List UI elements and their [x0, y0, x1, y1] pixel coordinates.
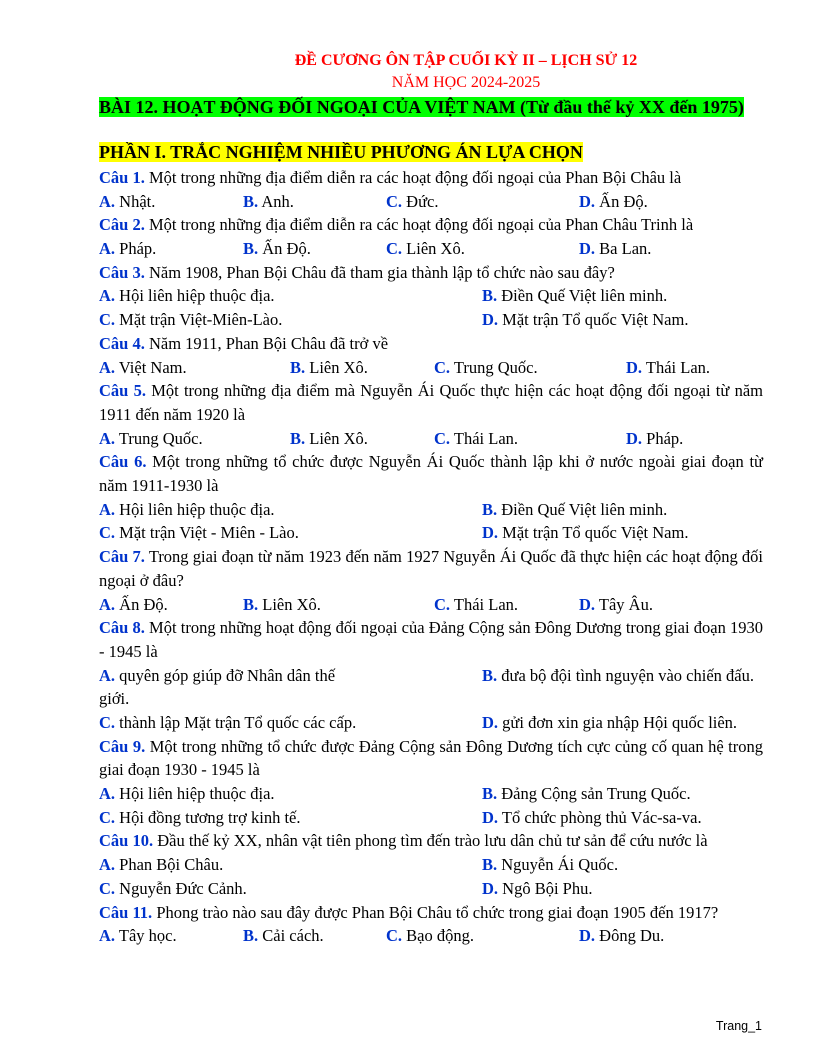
options-row — [99, 711, 763, 735]
option-a: A. Hội liên hiệp thuộc địa. — [99, 499, 275, 519]
option-c: C. Nguyễn Đức Cảnh. — [99, 878, 247, 898]
option-c: C. Bạo động. — [386, 926, 475, 946]
option-a: A. Hội liên hiệp thuộc địa. — [99, 286, 275, 306]
page-number: Trang_1 — [715, 1019, 762, 1033]
question-label: Câu 4. — [99, 333, 145, 353]
option-d: D. Ấn Độ. — [579, 191, 648, 211]
part-title-text: PHẦN I. TRẮC NGHIỆM NHIỀU PHƯƠNG ÁN LỰA CHỌN — [99, 142, 583, 162]
question-label: Câu 11. — [99, 902, 153, 922]
options-row — [99, 427, 763, 451]
document-title: ĐỀ CƯƠNG ÔN TẬP CUỐI KỲ II – LỊCH SỬ 12 — [294, 52, 638, 69]
question-label: Câu 7. — [99, 547, 145, 567]
options-row — [99, 853, 763, 877]
options-row — [99, 190, 763, 214]
option-b: B. Liên Xô. — [243, 594, 321, 614]
option-d: D. gửi đơn xin gia nhập Hội quốc liên. — [482, 713, 738, 733]
document-page — [99, 50, 763, 948]
question-text: Đầu thế kỷ XX, nhân vật tiên phong tìm đến trào lưu dân chủ tư sản để cứu nước là — [153, 831, 708, 851]
option-c: C. Đức. — [386, 191, 439, 211]
question-label: Câu 5. — [99, 381, 146, 401]
option-d: D. Tổ chức phòng thủ Vác-sa-va. — [482, 807, 702, 827]
option-c: C. Thái Lan. — [434, 428, 519, 448]
option-a: A. Ấn Độ. — [99, 594, 168, 614]
school-year: NĂM HỌC 2024-2025 — [391, 74, 541, 91]
question-8 — [99, 616, 763, 663]
question-1 — [99, 166, 763, 190]
question-label: Câu 3. — [99, 262, 145, 282]
option-c: C. Hội đồng tương trợ kinh tế. — [99, 807, 301, 827]
option-d: D. Tây Âu. — [579, 594, 653, 614]
option-a: A. Hội liên hiệp thuộc địa. — [99, 784, 275, 804]
question-9 — [99, 735, 763, 782]
question-4 — [99, 332, 763, 356]
option-c: C. Trung Quốc. — [434, 357, 538, 377]
option-a: A. Trung Quốc. — [99, 428, 203, 448]
question-label: Câu 2. — [99, 215, 145, 235]
option-c: C. Liên Xô. — [386, 239, 465, 259]
question-label: Câu 9. — [99, 736, 146, 756]
option-b: B. đưa bộ đội tình nguyện vào chiến đấu. — [482, 665, 754, 685]
option-b: B. Đảng Cộng sản Trung Quốc. — [482, 784, 691, 804]
option-b: B. Điền Quế Việt liên minh. — [482, 499, 668, 519]
options-row — [99, 284, 763, 308]
options-row — [99, 593, 763, 617]
options-row — [99, 356, 763, 380]
options-row — [99, 498, 763, 522]
question-text: Trong giai đoạn từ năm 1923 đến năm 1927 Nguyễn Ái Quốc đã thực hiện các hoạt động đối ngoại ở đâu? — [99, 547, 764, 590]
option-a: A. Việt Nam. — [99, 357, 187, 377]
part-title — [99, 140, 763, 164]
question-text: Năm 1908, Phan Bội Châu đã tham gia thành lập tổ chức nào sau đây? — [144, 262, 615, 282]
option-c: C. Mặt trận Việt - Miên - Lào. — [99, 523, 299, 543]
options-row — [99, 782, 763, 806]
option-b: B. Anh. — [243, 191, 294, 211]
question-label: Câu 8. — [99, 618, 145, 638]
lesson-title-text: BÀI 12. HOẠT ĐỘNG ĐỐI NGOẠI CỦA VIỆT NAM (Từ đầu thế kỷ XX đến 1975) — [99, 97, 744, 117]
option-b: B. Cải cách. — [243, 926, 324, 946]
option-b: B. Ấn Độ. — [243, 239, 311, 259]
option-d: D. Thái Lan. — [626, 357, 711, 377]
question-text: Phong trào nào sau đây được Phan Bội Châu tổ chức trong giai đoạn 1905 đến 1917? — [152, 902, 719, 922]
question-7 — [99, 545, 763, 592]
question-text: Một trong những địa điểm diễn ra các hoạt động đối ngoại của Phan Châu Trinh là — [144, 215, 694, 235]
option-c: C. thành lập Mặt trận Tổ quốc các cấp. — [99, 713, 357, 733]
option-a: A. Nhật. — [99, 191, 156, 211]
question-2 — [99, 213, 763, 237]
option-b: B. Nguyễn Ái Quốc. — [482, 855, 619, 875]
question-label: Câu 1. — [99, 168, 145, 187]
question-text: Một trong những hoạt động đối ngoại của Đảng Cộng sản Đông Dương trong giai đoạn 1930 - 1945 là — [99, 618, 763, 661]
question-text: Một trong những tổ chức được Nguyễn Ái Quốc thành lập khi ở nước ngoài giai đoạn từ năm 1911-1930 là — [99, 452, 764, 496]
options-row — [99, 664, 763, 711]
option-a: A. Tây học. — [99, 926, 177, 946]
question-11 — [99, 901, 763, 925]
option-b: B. Liên Xô. — [290, 357, 368, 377]
question-label: Câu 6. — [99, 452, 147, 472]
option-d: D. Ngô Bội Phu. — [482, 878, 593, 898]
option-a: A. quyên góp giúp đỡ Nhân dân thế giới. — [99, 665, 336, 709]
options-row — [99, 521, 763, 545]
option-d: D. Mặt trận Tổ quốc Việt Nam. — [482, 523, 689, 543]
question-6 — [99, 450, 763, 497]
question-text: Một trong những địa điểm diễn ra các hoạt động đối ngoại của Phan Bội Châu là — [144, 168, 682, 187]
option-a: A. Phan Bội Châu. — [99, 855, 224, 875]
question-text: Một trong những địa điểm mà Nguyễn Ái Quốc thực hiện các hoạt động đối ngoại từ năm 1911 đến năm 1920 là — [99, 381, 763, 424]
question-10 — [99, 829, 763, 853]
question-label: Câu 10. — [99, 831, 154, 851]
option-d: D. Mặt trận Tổ quốc Việt Nam. — [482, 310, 689, 330]
option-d: D. Ba Lan. — [579, 239, 652, 259]
question-text: Năm 1911, Phan Bội Châu đã trở về — [144, 333, 389, 353]
question-3 — [99, 261, 763, 285]
options-row — [99, 237, 763, 261]
options-row — [99, 924, 763, 948]
question-text: Một trong những tổ chức được Đảng Cộng sản Đông Dương tích cực củng cố quan hệ trong giai đoạn 1930 - 1945 là — [99, 736, 764, 780]
lesson-title — [99, 96, 763, 118]
option-c: C. Thái Lan. — [434, 594, 519, 614]
option-b: B. Điền Quế Việt liên minh. — [482, 286, 668, 306]
option-d: D. Đông Du. — [579, 926, 665, 946]
options-row — [99, 308, 763, 332]
option-c: C. Mặt trận Việt-Miên-Lào. — [99, 310, 283, 330]
options-row — [99, 877, 763, 901]
option-d: D. Pháp. — [626, 428, 684, 448]
question-5 — [99, 379, 763, 426]
option-a: A. Pháp. — [99, 239, 157, 259]
options-row — [99, 806, 763, 830]
option-b: B. Liên Xô. — [290, 428, 368, 448]
